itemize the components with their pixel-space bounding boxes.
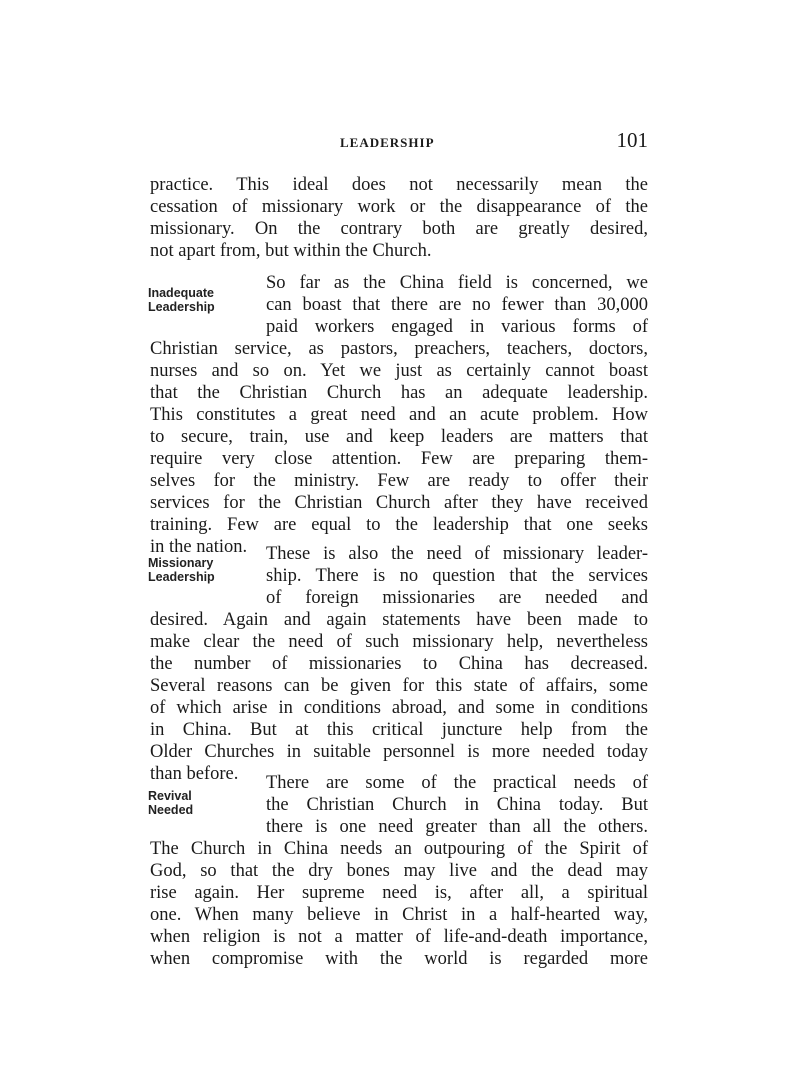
text-line: can boast that there are no fewer than 30,000 bbox=[266, 295, 648, 315]
text-line: in the nation. bbox=[150, 537, 248, 557]
text-line: The Church in China needs an outpouring of the Spirit of bbox=[150, 839, 648, 859]
text-line: God, so that the dry bones may live and the dead may bbox=[150, 861, 648, 881]
text-line: practice. This ideal does not necessarily mean the bbox=[150, 175, 648, 195]
text-line: the number of missionaries to China has decreased. bbox=[150, 654, 648, 674]
text-line: paid workers engaged in various forms of bbox=[266, 317, 648, 337]
text-line: rise again. Her supreme need is, after all, a spiritual bbox=[150, 883, 648, 903]
text-line: Several reasons can be given for this state of affairs, some bbox=[150, 676, 648, 696]
sidenote-line: Needed bbox=[148, 803, 194, 817]
sidenote-line: Revival bbox=[148, 789, 192, 803]
text-line: one. When many believe in Christ in a half-hearted way, bbox=[150, 905, 648, 925]
text-line: selves for the ministry. Few are ready to offer their bbox=[150, 471, 648, 491]
sidenote-line: Inadequate bbox=[148, 286, 214, 300]
text-line: training. Few are equal to the leadership that one seeks bbox=[150, 515, 648, 535]
text-line: of which arise in conditions abroad, and some in conditions bbox=[150, 698, 648, 718]
text-line: So far as the China field is concerned, we bbox=[266, 273, 648, 293]
sidenote-line: Leadership bbox=[148, 300, 215, 314]
text-line: make clear the need of such missionary help, nevertheless bbox=[150, 632, 648, 652]
text-line: the Christian Church in China today. But bbox=[266, 795, 648, 815]
text-line: This constitutes a great need and an acute problem. How bbox=[150, 405, 648, 425]
page-number: 101 bbox=[616, 128, 648, 152]
text-line: services for the Christian Church after they have received bbox=[150, 493, 648, 513]
paragraph-3 bbox=[150, 543, 648, 785]
text-line: nurses and so on. Yet we just as certainly cannot boast bbox=[150, 361, 648, 381]
text-line: Older Churches in suitable personnel is more needed today bbox=[150, 742, 648, 762]
text-line: of foreign missionaries are needed and bbox=[266, 588, 648, 608]
text-line: There are some of the practical needs of bbox=[266, 773, 648, 793]
text-line: when compromise with the world is regarded more bbox=[150, 949, 648, 969]
text-line: there is one need greater than all the others. bbox=[266, 817, 648, 837]
text-line: in China. But at this critical juncture help from the bbox=[150, 720, 648, 740]
text-line: than before. bbox=[150, 764, 239, 784]
text-line: require very close attention. Few are preparing them- bbox=[150, 449, 648, 469]
text-line: ship. There is no question that the services bbox=[266, 566, 648, 586]
sidenote-line: Missionary bbox=[148, 556, 214, 570]
text-line: when religion is not a matter of life-and-death importance, bbox=[150, 927, 648, 947]
text-line: Christian service, as pastors, preachers, teachers, doctors, bbox=[150, 339, 648, 359]
paragraph-2 bbox=[150, 272, 648, 558]
paragraph-4 bbox=[150, 772, 648, 970]
text-line: desired. Again and again statements have been made to bbox=[150, 610, 648, 630]
running-title: LEADERSHIP bbox=[340, 135, 435, 150]
text-line: to secure, train, use and keep leaders are matters that bbox=[150, 427, 648, 447]
paragraph-1 bbox=[150, 174, 648, 262]
text-line: These is also the need of missionary leader- bbox=[266, 544, 648, 564]
text-line: not apart from, but within the Church. bbox=[150, 241, 432, 261]
sidenote-line: Leadership bbox=[148, 570, 215, 584]
text-line: that the Christian Church has an adequate leadership. bbox=[150, 383, 648, 403]
text-line: missionary. On the contrary both are greatly desired, bbox=[150, 219, 648, 239]
text-line: cessation of missionary work or the disappearance of the bbox=[150, 197, 648, 217]
